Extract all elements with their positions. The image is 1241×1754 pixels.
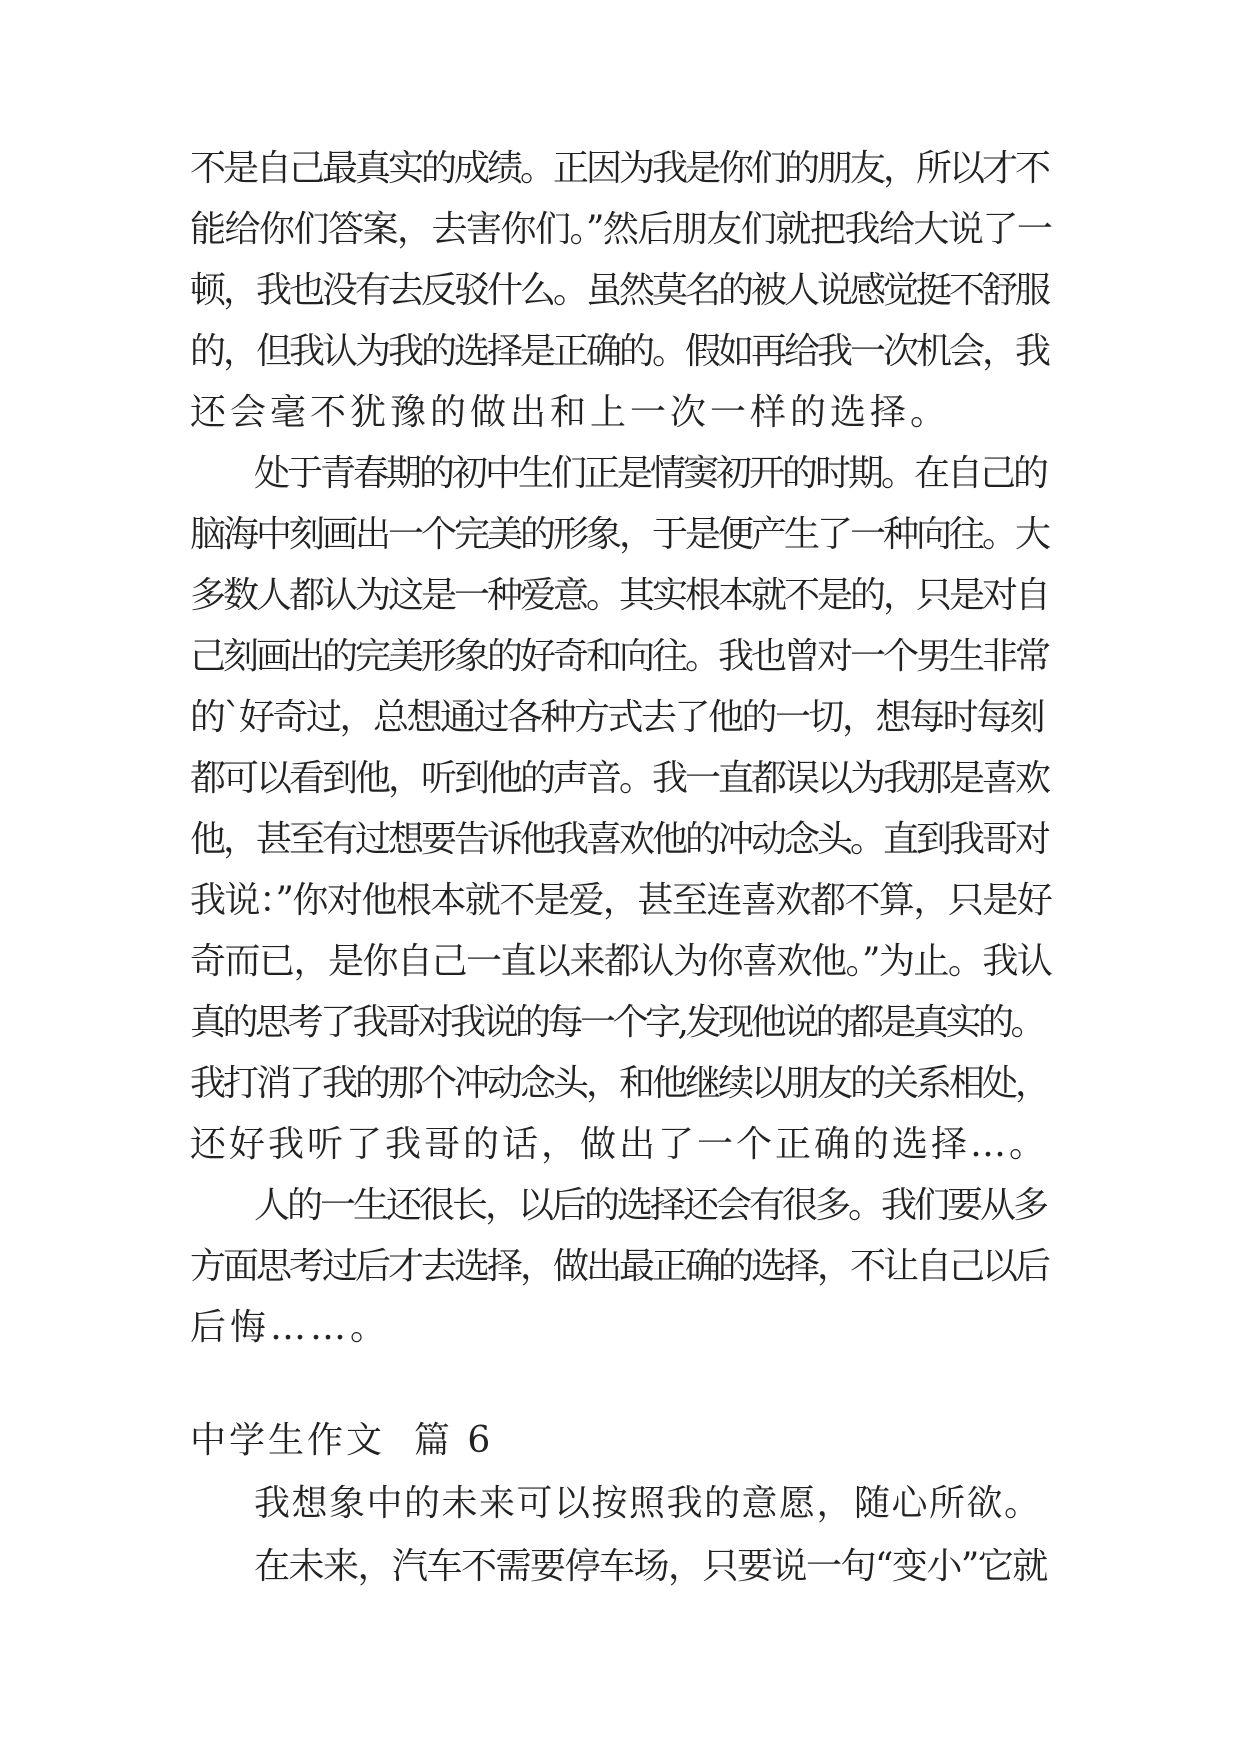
text-line <box>0 260 1241 322</box>
line-text: 不是自己最真实的成绩。正因为我是你们的朋友，所以才不 <box>190 148 1049 189</box>
line-text: 方面思考过后才去选择，做出最正确的选择，不让自己以后 <box>190 1246 1049 1287</box>
line-text: 己刻画出的完美形象的好奇和向往。我也曾对一个男生非常 <box>190 636 1049 677</box>
text-line <box>0 870 1241 932</box>
line-text: 还好我听了我哥的话，做出了一个正确的选择…。 <box>190 1124 1049 1165</box>
text-line <box>0 1297 1241 1359</box>
text-line <box>0 382 1241 444</box>
line-text: 奇而已，是你自己一直以来都认为你喜欢他。”为止。我认 <box>190 941 1052 982</box>
text-line <box>0 748 1241 810</box>
text-line <box>0 321 1241 383</box>
section-title <box>0 1410 1241 1472</box>
text-line <box>0 809 1241 871</box>
line-text: 都可以看到他，听到他的声音。我一直都误以为我那是喜欢 <box>190 758 1049 799</box>
line-text: 人的一生还很长，以后的选择还会有很多。我们要从多 <box>254 1185 1047 1226</box>
line-text: 我说：”你对他根本就不是爱，甚至连喜欢都不算，只是好 <box>190 880 1052 921</box>
line-text: 在未来，汽车不需要停车场，只要说一句“变小”它就 <box>254 1546 1047 1587</box>
text-line <box>0 1175 1241 1237</box>
text-line <box>0 687 1241 749</box>
line-text: 的`好奇过，总想通过各种方式去了他的一切，想每时每刻 <box>190 697 1044 738</box>
text-line <box>0 1053 1241 1115</box>
line-text: 的，但我认为我的选择是正确的。假如再给我一次机会，我 <box>190 331 1049 372</box>
line-text: 能给你们答案，去害你们。”然后朋友们就把我给大说了一 <box>190 209 1052 250</box>
section-title-text: 中学生作文 篇 6 <box>190 1420 494 1461</box>
line-text: 还会毫不犹豫的做出和上一次一样的选择。 <box>190 392 951 433</box>
text-line <box>0 1236 1241 1298</box>
line-text: 我想象中的未来可以按照我的意愿，随心所欲。 <box>254 1483 1042 1524</box>
line-text: 顿，我也没有去反驳什么。虽然莫名的被人说感觉挺不舒服 <box>190 270 1049 311</box>
text-line <box>0 504 1241 566</box>
text-line <box>0 992 1241 1054</box>
line-text: 脑海中刻画出一个完美的形象，于是便产生了一种向往。大 <box>190 514 1049 555</box>
line-text: 真的思考了我哥对我说的每一个字,发现他说的都是真实的。 <box>190 1002 1043 1043</box>
text-line <box>0 931 1241 993</box>
text-line <box>0 626 1241 688</box>
text-line <box>0 443 1241 505</box>
text-line <box>0 138 1241 200</box>
line-text: 我打消了我的那个冲动念头，和他继续以朋友的关系相处， <box>190 1063 1049 1104</box>
text-line <box>0 1473 1241 1535</box>
line-text: 他，甚至有过想要告诉他我喜欢他的冲动念头。直到我哥对 <box>190 819 1049 860</box>
line-text: 多数人都认为这是一种爱意。其实根本就不是的，只是对自 <box>190 575 1049 616</box>
line-text: 处于青春期的初中生们正是情窦初开的时期。在自己的 <box>254 453 1047 494</box>
text-line <box>0 565 1241 627</box>
text-line <box>0 199 1241 261</box>
text-line <box>0 1536 1241 1598</box>
text-line <box>0 1114 1241 1176</box>
line-text: 后悔……。 <box>190 1307 391 1348</box>
